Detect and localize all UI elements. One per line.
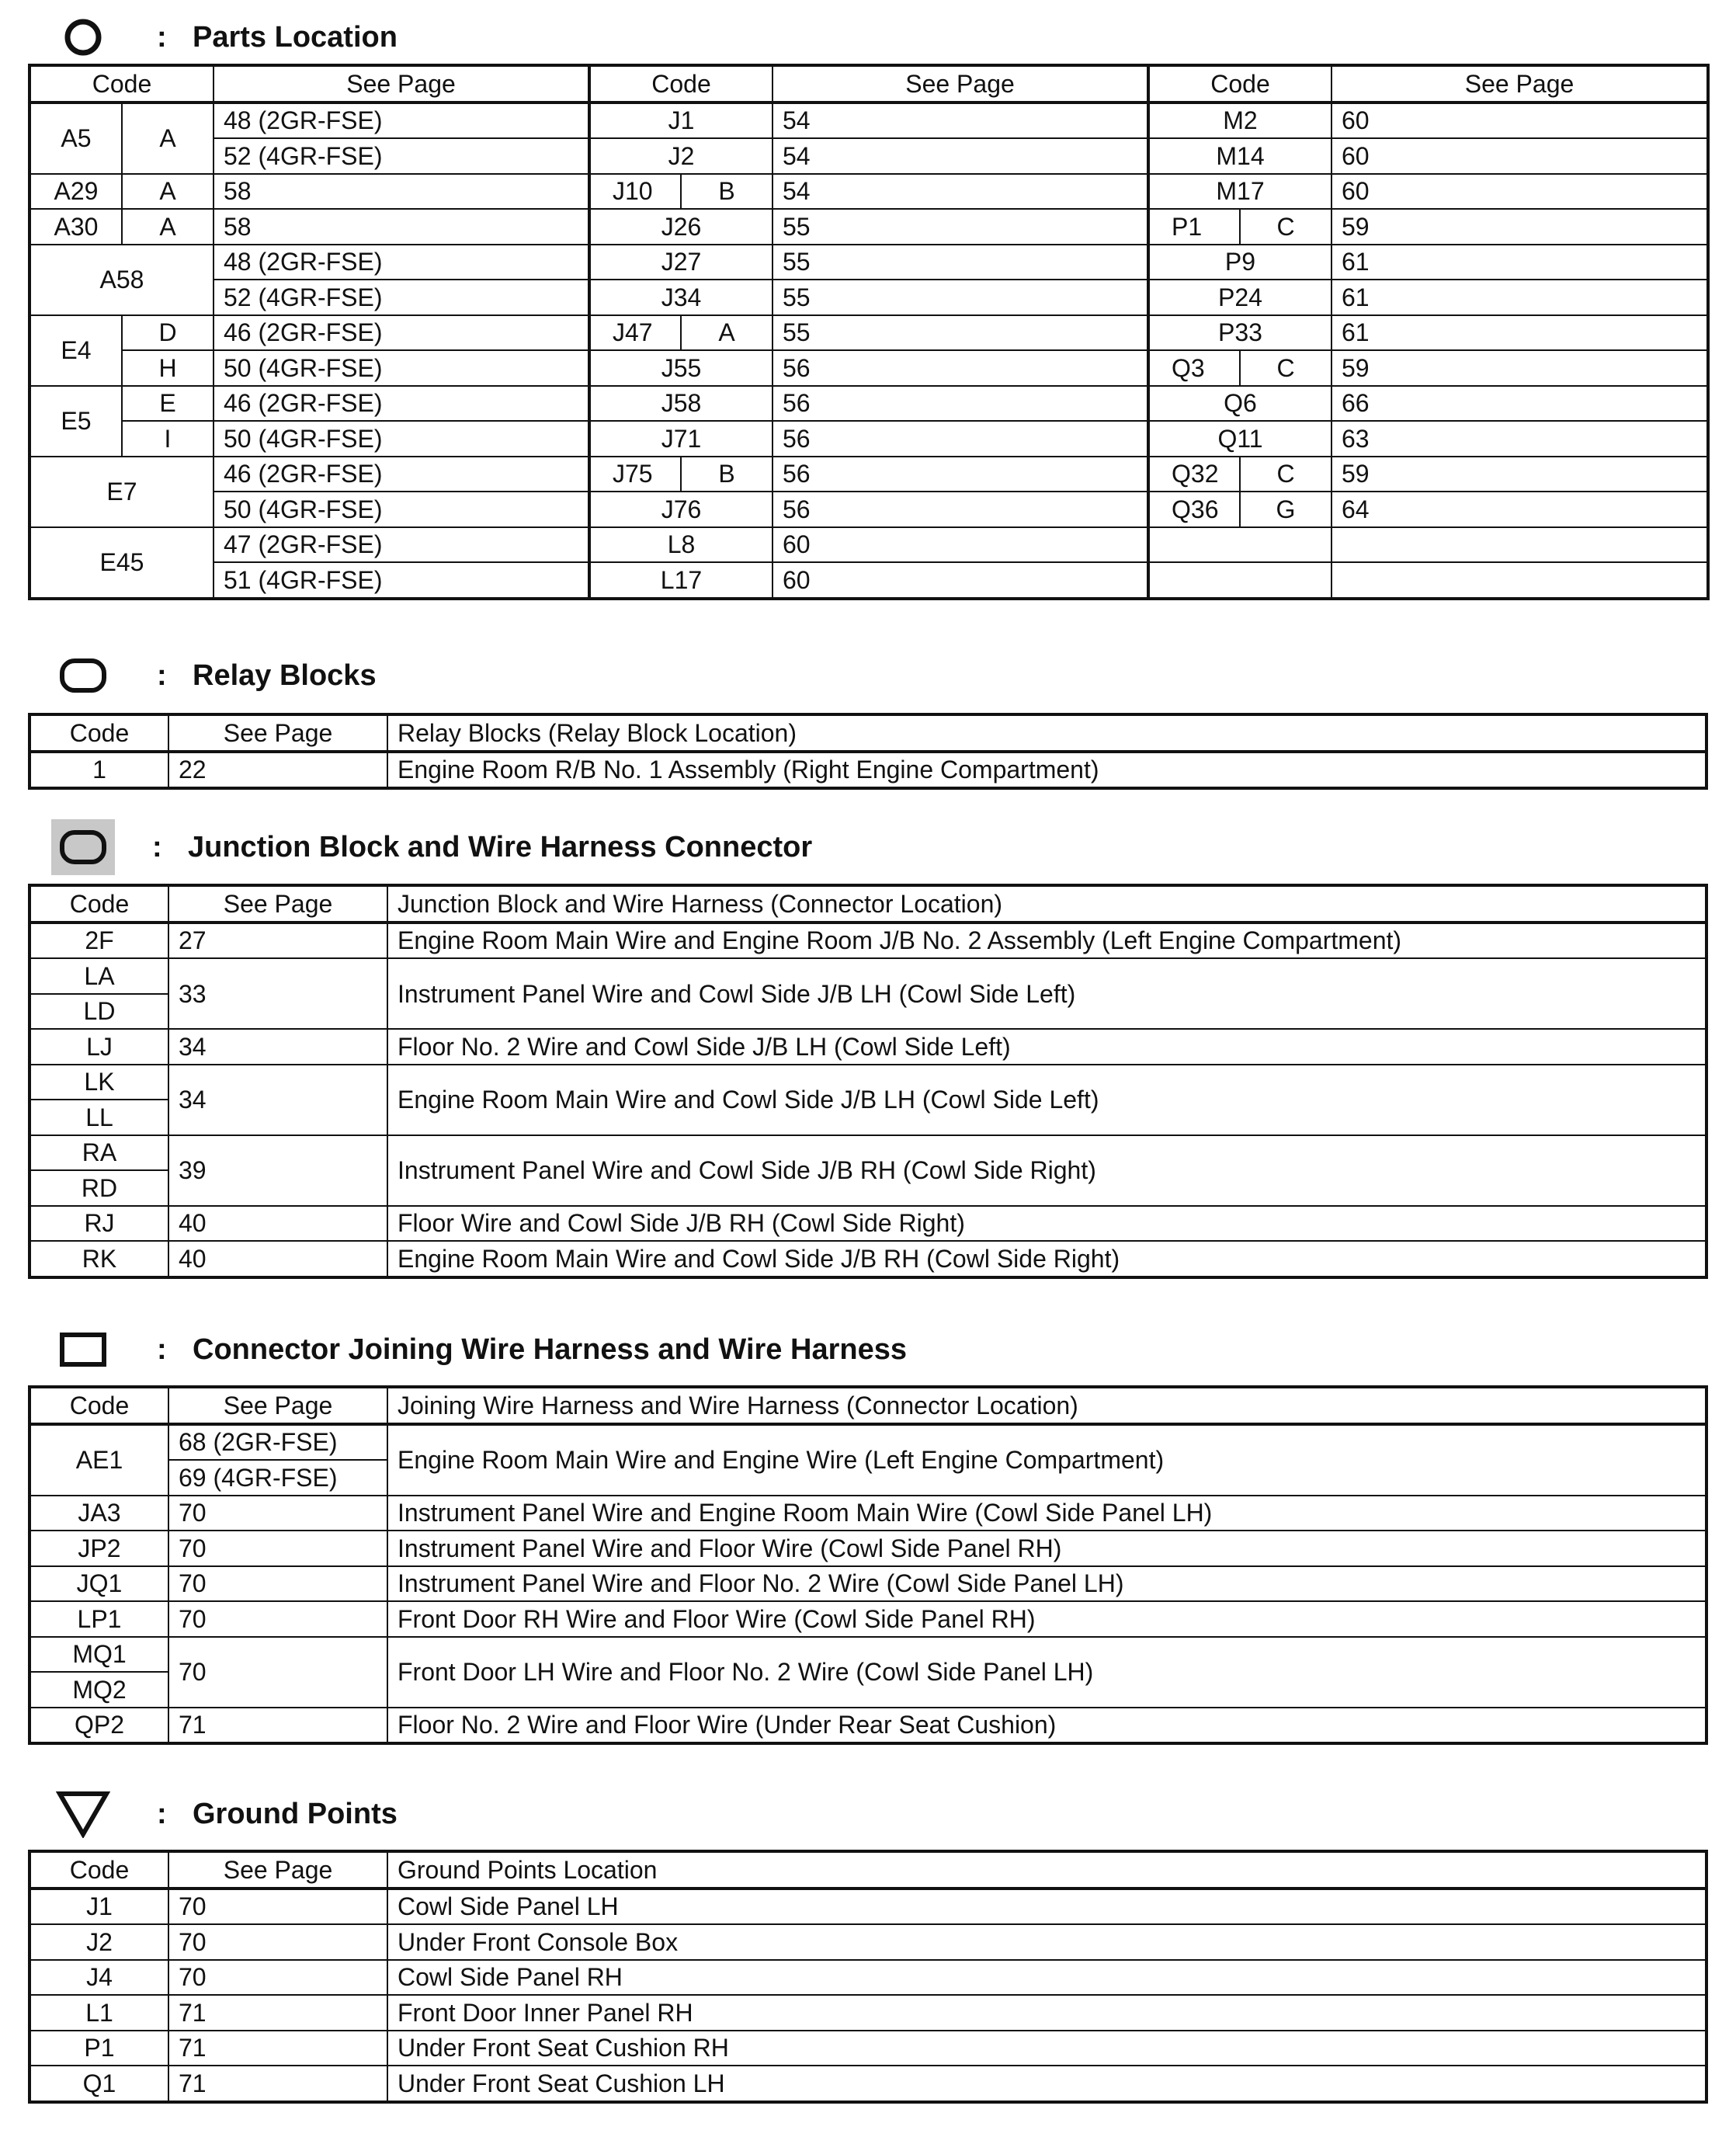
- page-cell: 46 (2GR-FSE): [214, 457, 589, 492]
- section-title-junction-block: [56, 819, 812, 875]
- page-cell: 56: [773, 457, 1148, 492]
- page-cell: 27: [168, 923, 387, 959]
- colon: :: [157, 1797, 167, 1830]
- colon: :: [157, 1333, 167, 1366]
- header-description: Relay Blocks (Relay Block Location): [387, 715, 1706, 752]
- header-code: Code: [1148, 66, 1332, 103]
- page-cell: 56: [773, 492, 1148, 527]
- page-cell: 70: [168, 1531, 387, 1566]
- code-cell: Q3: [1148, 350, 1240, 386]
- colon: :: [152, 830, 162, 863]
- header-see-page: See Page: [214, 66, 589, 103]
- page-cell: 59: [1332, 350, 1707, 386]
- page-cell: 70: [168, 1496, 387, 1531]
- ground-points-table: [30, 1851, 1706, 2102]
- code-cell: P9: [1148, 245, 1332, 280]
- page-cell: 52 (4GR-FSE): [214, 138, 589, 174]
- page-cell: 60: [1332, 138, 1707, 174]
- page-cell: 70: [168, 1889, 387, 1925]
- sub-code-cell: B: [681, 174, 773, 210]
- code-cell: M2: [1148, 103, 1332, 139]
- square-icon: [56, 1322, 110, 1378]
- code-cell: P1: [30, 2031, 168, 2066]
- section-title-ground-points: [56, 1786, 398, 1842]
- code-cell: 1: [30, 752, 168, 788]
- page-cell: 56: [773, 421, 1148, 457]
- page-cell: 34: [168, 1029, 387, 1065]
- code-cell: E7: [30, 457, 214, 527]
- section-heading: Relay Blocks: [193, 658, 377, 692]
- table-header-row: [30, 715, 1706, 752]
- header-see-page: See Page: [773, 66, 1148, 103]
- page-cell: 71: [168, 2066, 387, 2101]
- table-row: [30, 1531, 1706, 1566]
- code-cell: J71: [589, 421, 773, 457]
- table-row: [30, 527, 1707, 563]
- page-cell: 33: [168, 958, 387, 1029]
- code-cell: J2: [589, 138, 773, 174]
- code-cell: L1: [30, 1995, 168, 2031]
- code-cell: J27: [589, 245, 773, 280]
- page-cell: 48 (2GR-FSE): [214, 245, 589, 280]
- description-cell: Cowl Side Panel RH: [387, 1960, 1706, 1996]
- page-cell: 40: [168, 1241, 387, 1277]
- code-cell: LK: [30, 1065, 168, 1100]
- code-cell: Q1: [30, 2066, 168, 2101]
- page-cell: 40: [168, 1206, 387, 1242]
- code-cell: A58: [30, 245, 214, 315]
- code-cell: LP1: [30, 1601, 168, 1637]
- page-cell: 59: [1332, 209, 1707, 245]
- header-code: Code: [30, 1388, 168, 1424]
- parts-location-table: [30, 65, 1708, 599]
- sub-code-cell: C: [1240, 350, 1332, 386]
- code-cell: M14: [1148, 138, 1332, 174]
- description-cell: Instrument Panel Wire and Floor Wire (Cowl Side Panel RH): [387, 1531, 1706, 1566]
- table-row: [30, 1601, 1706, 1637]
- page-cell: 50 (4GR-FSE): [214, 492, 589, 527]
- table-row: [30, 1708, 1706, 1743]
- code-cell: A5: [30, 103, 122, 174]
- code-cell: RJ: [30, 1206, 168, 1242]
- page-cell: 71: [168, 1995, 387, 2031]
- table-row: [30, 1206, 1706, 1242]
- table-row: [30, 1241, 1706, 1277]
- code-cell: LD: [30, 994, 168, 1030]
- page-cell: 55: [773, 209, 1148, 245]
- section-heading: Junction Block and Wire Harness Connector: [188, 830, 813, 863]
- table-row: [30, 1029, 1706, 1065]
- code-cell: Q32: [1148, 457, 1240, 492]
- page-cell: 61: [1332, 245, 1707, 280]
- table-header-row: [30, 66, 1707, 103]
- code-cell: E5: [30, 386, 122, 457]
- page-cell: [1332, 527, 1707, 563]
- page-cell: 50 (4GR-FSE): [214, 350, 589, 386]
- code-cell: J1: [30, 1889, 168, 1925]
- code-cell: A29: [30, 174, 122, 210]
- code-cell: [1148, 562, 1332, 598]
- page-cell: 70: [168, 1924, 387, 1960]
- sub-code-cell: E: [122, 386, 214, 422]
- table-row: [30, 138, 1707, 174]
- code-cell: Q11: [1148, 421, 1332, 457]
- code-cell: J55: [589, 350, 773, 386]
- page-cell: 70: [168, 1566, 387, 1602]
- sub-code-cell: G: [1240, 492, 1332, 527]
- table-row: [30, 457, 1707, 492]
- relay-blocks-table: [30, 714, 1706, 788]
- table-row: [30, 1065, 1706, 1100]
- code-cell: P33: [1148, 315, 1332, 351]
- page-cell: 47 (2GR-FSE): [214, 527, 589, 563]
- code-cell: J34: [589, 280, 773, 315]
- page-cell: 55: [773, 245, 1148, 280]
- table-row: [30, 1995, 1706, 2031]
- page-cell: 60: [1332, 174, 1707, 210]
- code-cell: QP2: [30, 1708, 168, 1743]
- page-cell: 66: [1332, 386, 1707, 422]
- page-cell: 55: [773, 315, 1148, 351]
- table-row: [30, 562, 1707, 598]
- section-title-parts-location: [56, 9, 398, 65]
- header-see-page: See Page: [1332, 66, 1707, 103]
- code-cell: Q36: [1148, 492, 1240, 527]
- table-header-row: [30, 1388, 1706, 1424]
- page-cell: 64: [1332, 492, 1707, 527]
- code-cell: J47: [589, 315, 681, 351]
- page-cell: 68 (2GR-FSE): [168, 1424, 387, 1461]
- page-cell: 61: [1332, 315, 1707, 351]
- sub-code-cell: A: [122, 103, 214, 174]
- table-row: [30, 1496, 1706, 1531]
- code-cell: 2F: [30, 923, 168, 959]
- page-cell: 56: [773, 350, 1148, 386]
- header-see-page: See Page: [168, 1852, 387, 1889]
- header-code: Code: [30, 66, 214, 103]
- table-row: [30, 752, 1706, 788]
- header-description: Joining Wire Harness and Wire Harness (Connector Location): [387, 1388, 1706, 1424]
- description-cell: Front Door LH Wire and Floor No. 2 Wire (Cowl Side Panel LH): [387, 1637, 1706, 1708]
- header-see-page: See Page: [168, 715, 387, 752]
- page-cell: 56: [773, 386, 1148, 422]
- code-cell: JA3: [30, 1496, 168, 1531]
- description-cell: Front Door RH Wire and Floor Wire (Cowl Side Panel RH): [387, 1601, 1706, 1637]
- table-row: [30, 245, 1707, 280]
- circle-icon: [56, 9, 110, 65]
- code-cell: J4: [30, 1960, 168, 1996]
- code-cell: J76: [589, 492, 773, 527]
- table-row: [30, 421, 1707, 457]
- table-row: [30, 280, 1707, 315]
- section-heading: Parts Location: [193, 20, 398, 54]
- code-cell: MQ1: [30, 1637, 168, 1673]
- description-cell: Floor No. 2 Wire and Floor Wire (Under Rear Seat Cushion): [387, 1708, 1706, 1743]
- description-cell: Front Door Inner Panel RH: [387, 1995, 1706, 2031]
- code-cell: J10: [589, 174, 681, 210]
- header-description: Junction Block and Wire Harness (Connector Location): [387, 886, 1706, 923]
- header-code: Code: [589, 66, 773, 103]
- code-cell: RA: [30, 1135, 168, 1171]
- page-cell: 63: [1332, 421, 1707, 457]
- page-cell: 52 (4GR-FSE): [214, 280, 589, 315]
- table-row: [30, 923, 1706, 959]
- sub-code-cell: D: [122, 315, 214, 351]
- page-cell: 60: [1332, 103, 1707, 139]
- code-cell: E45: [30, 527, 214, 598]
- code-cell: Q6: [1148, 386, 1332, 422]
- down-triangle-icon: [56, 1786, 110, 1842]
- page-cell: 70: [168, 1960, 387, 1996]
- colon: :: [157, 20, 167, 54]
- header-code: Code: [30, 1852, 168, 1889]
- page-cell: 54: [773, 103, 1148, 139]
- code-cell: LL: [30, 1100, 168, 1135]
- description-cell: Engine Room Main Wire and Cowl Side J/B LH (Cowl Side Left): [387, 1065, 1706, 1135]
- colon: :: [157, 658, 167, 692]
- table-row: [30, 386, 1707, 422]
- page-cell: 61: [1332, 280, 1707, 315]
- table-row: [30, 1424, 1706, 1461]
- table-row: [30, 315, 1707, 351]
- code-cell: JQ1: [30, 1566, 168, 1602]
- shaded-rounded-rect-icon: [51, 819, 115, 875]
- page-cell: 60: [773, 527, 1148, 563]
- code-cell: L17: [589, 562, 773, 598]
- rounded-rect-icon: [56, 648, 110, 704]
- code-cell: P1: [1148, 209, 1240, 245]
- sub-code-cell: A: [122, 209, 214, 245]
- page-cell: 58: [214, 209, 589, 245]
- description-cell: Floor Wire and Cowl Side J/B RH (Cowl Side Right): [387, 1206, 1706, 1242]
- page-cell: 34: [168, 1065, 387, 1135]
- table-row: [30, 958, 1706, 994]
- section-title-relay-blocks: [56, 648, 377, 704]
- page-cell: 39: [168, 1135, 387, 1206]
- code-cell: A30: [30, 209, 122, 245]
- code-cell: AE1: [30, 1424, 168, 1496]
- header-code: Code: [30, 715, 168, 752]
- page-cell: 50 (4GR-FSE): [214, 421, 589, 457]
- section-heading: Connector Joining Wire Harness and Wire Harness: [193, 1333, 907, 1366]
- description-cell: Instrument Panel Wire and Floor No. 2 Wire (Cowl Side Panel LH): [387, 1566, 1706, 1602]
- code-cell: LA: [30, 958, 168, 994]
- code-cell: RD: [30, 1170, 168, 1206]
- header-see-page: See Page: [168, 886, 387, 923]
- table-row: [30, 492, 1707, 527]
- section-title-connector-joining: [56, 1322, 907, 1378]
- description-cell: Cowl Side Panel LH: [387, 1889, 1706, 1925]
- description-cell: Floor No. 2 Wire and Cowl Side J/B LH (Cowl Side Left): [387, 1029, 1706, 1065]
- code-cell: [1148, 527, 1332, 563]
- code-cell: RK: [30, 1241, 168, 1277]
- description-cell: Engine Room Main Wire and Engine Wire (Left Engine Compartment): [387, 1424, 1706, 1496]
- code-cell: LJ: [30, 1029, 168, 1065]
- page-cell: 71: [168, 1708, 387, 1743]
- description-cell: Instrument Panel Wire and Cowl Side J/B RH (Cowl Side Right): [387, 1135, 1706, 1206]
- sub-code-cell: C: [1240, 209, 1332, 245]
- page-cell: 51 (4GR-FSE): [214, 562, 589, 598]
- page-cell: 54: [773, 174, 1148, 210]
- page-cell: 70: [168, 1601, 387, 1637]
- table-row: [30, 174, 1707, 210]
- description-cell: Engine Room R/B No. 1 Assembly (Right Engine Compartment): [387, 752, 1706, 788]
- table-row: [30, 350, 1707, 386]
- sub-code-cell: A: [122, 174, 214, 210]
- sub-code-cell: H: [122, 350, 214, 386]
- page-cell: 59: [1332, 457, 1707, 492]
- code-cell: J2: [30, 1924, 168, 1960]
- code-cell: JP2: [30, 1531, 168, 1566]
- page-cell: 54: [773, 138, 1148, 174]
- code-cell: L8: [589, 527, 773, 563]
- table-row: [30, 103, 1707, 139]
- connector-joining-table: [30, 1387, 1706, 1743]
- sub-code-cell: A: [681, 315, 773, 351]
- table-row: [30, 1960, 1706, 1996]
- page-cell: 48 (2GR-FSE): [214, 103, 589, 139]
- table-row: [30, 1566, 1706, 1602]
- code-cell: MQ2: [30, 1672, 168, 1708]
- description-cell: Under Front Seat Cushion LH: [387, 2066, 1706, 2101]
- page-cell: 71: [168, 2031, 387, 2066]
- page-cell: 46 (2GR-FSE): [214, 386, 589, 422]
- page-cell: 22: [168, 752, 387, 788]
- table-row: [30, 2031, 1706, 2066]
- table-row: [30, 1135, 1706, 1171]
- code-cell: J26: [589, 209, 773, 245]
- page-cell: [1332, 562, 1707, 598]
- code-cell: M17: [1148, 174, 1332, 210]
- page-cell: 70: [168, 1637, 387, 1708]
- description-cell: Instrument Panel Wire and Cowl Side J/B LH (Cowl Side Left): [387, 958, 1706, 1029]
- page-cell: 46 (2GR-FSE): [214, 315, 589, 351]
- section-heading: Ground Points: [193, 1797, 398, 1830]
- table-header-row: [30, 1852, 1706, 1889]
- table-row: [30, 209, 1707, 245]
- sub-code-cell: B: [681, 457, 773, 492]
- description-cell: Engine Room Main Wire and Cowl Side J/B RH (Cowl Side Right): [387, 1241, 1706, 1277]
- code-cell: J1: [589, 103, 773, 139]
- description-cell: Under Front Console Box: [387, 1924, 1706, 1960]
- sub-code-cell: C: [1240, 457, 1332, 492]
- code-cell: E4: [30, 315, 122, 386]
- header-code: Code: [30, 886, 168, 923]
- description-cell: Instrument Panel Wire and Engine Room Main Wire (Cowl Side Panel LH): [387, 1496, 1706, 1531]
- table-row: [30, 1889, 1706, 1925]
- table-row: [30, 2066, 1706, 2101]
- header-see-page: See Page: [168, 1388, 387, 1424]
- header-description: Ground Points Location: [387, 1852, 1706, 1889]
- junction-block-table: [30, 885, 1706, 1277]
- table-row: [30, 1637, 1706, 1673]
- table-row: [30, 1924, 1706, 1960]
- page-cell: 55: [773, 280, 1148, 315]
- description-cell: Engine Room Main Wire and Engine Room J/B No. 2 Assembly (Left Engine Compartment): [387, 923, 1706, 959]
- code-cell: J58: [589, 386, 773, 422]
- code-cell: J75: [589, 457, 681, 492]
- page-cell: 60: [773, 562, 1148, 598]
- description-cell: Under Front Seat Cushion RH: [387, 2031, 1706, 2066]
- page-cell: 69 (4GR-FSE): [168, 1460, 387, 1496]
- page-cell: 58: [214, 174, 589, 210]
- code-cell: P24: [1148, 280, 1332, 315]
- sub-code-cell: I: [122, 421, 214, 457]
- table-header-row: [30, 886, 1706, 923]
